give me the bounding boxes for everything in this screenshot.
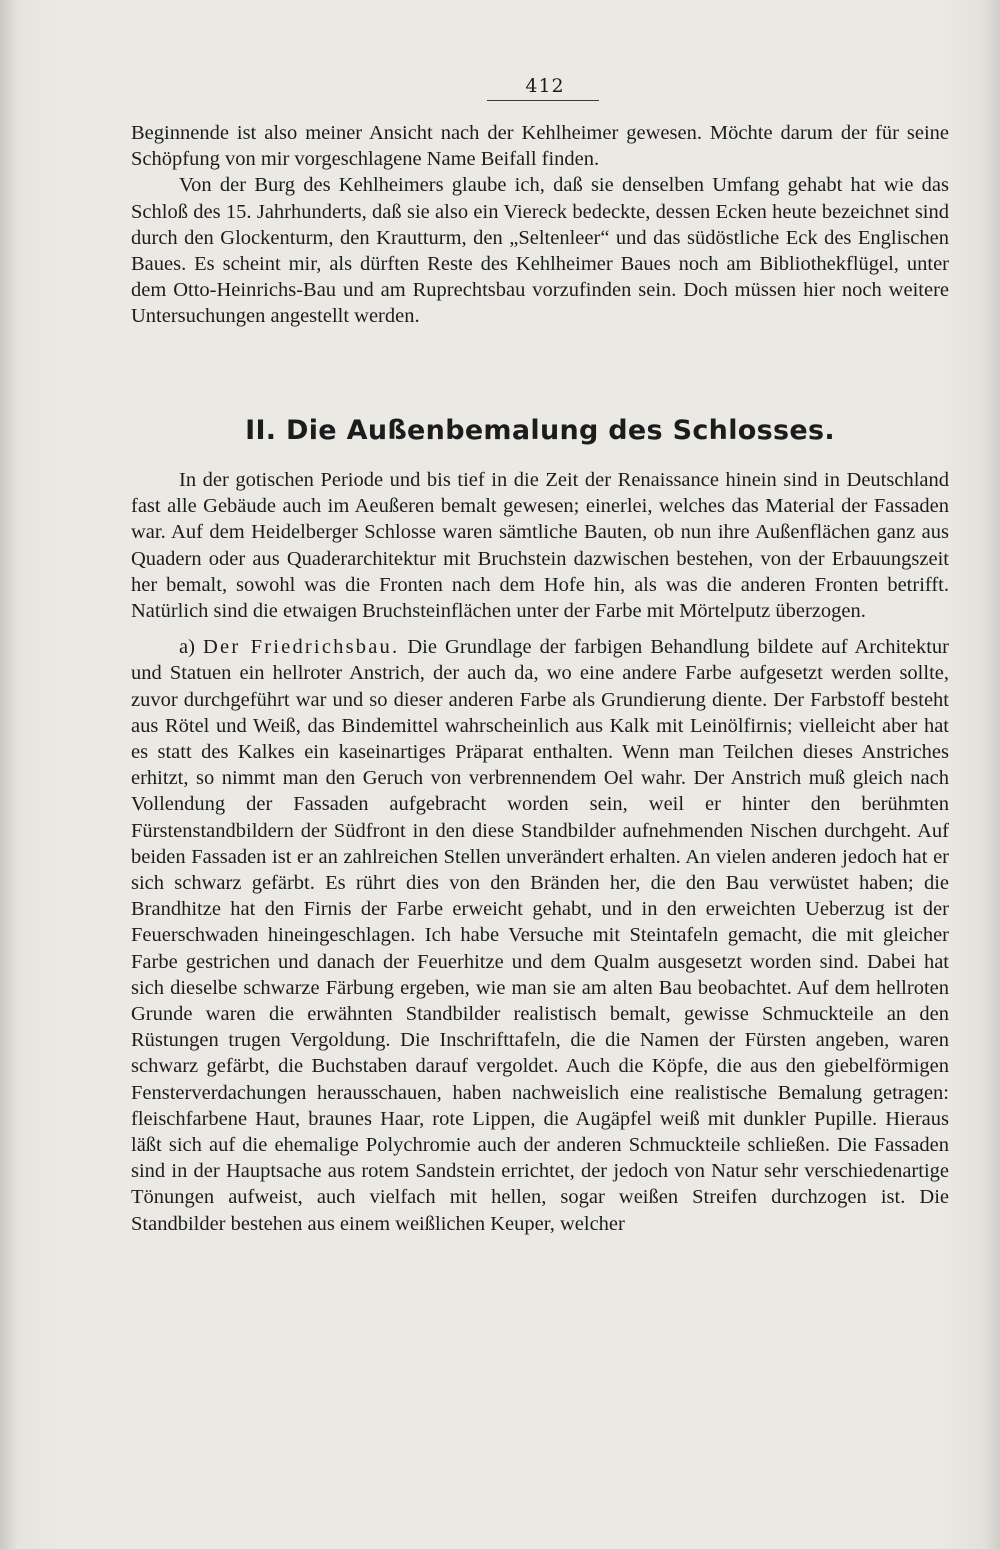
intro-paragraph-2: Von der Burg des Kehlheimers glaube ich, daß sie denselben Umfang gehabt hat wie das Schloß des 15. Jahrhunderts, daß sie also ein Viereck bedeckte, dessen Ecken heute bezeichnet sind durch den Glockenturm, den Krautturm, den „Seltenleer“ und das südöstliche Eck des Englischen Baues. Es scheint mir, als dürften Reste des Kehlheimer Baues noch am Bibliothekflügel, unter dem Otto-Heinrichs-Bau und am Ruprechtsbau vorzufinden sein. Doch müssen hier noch weitere Untersuchungen angestellt werden.	[131, 174, 949, 328]
subsection-label: a)	[179, 636, 204, 659]
page-number: 412	[525, 75, 565, 97]
section-paragraph: In der gotischen Periode und bis tief in die Zeit der Renaissance hinein sind in Deutschland fast alle Gebäude auch im Aeußeren bemalt gewesen; einerlei, welches das Material der Fassaden war. Auf dem Heidelberger Schlosse waren sämtliche Bauten, ob nun ihre Außenflächen ganz aus Quadern oder aus Quaderarchitektur mit Bruchstein dazwischen bestehen, von der Erbauungszeit her bemalt, sowohl was die Fronten nach dem Hofe hin, als was die anderen Fronten betrifft. Natürlich sind die etwaigen Bruchsteinflächen unter der Farbe mit Mörtelputz überzogen.	[131, 469, 949, 623]
intro-paragraph-1: Beginnende ist also meiner Ansicht nach der Kehlheimer gewesen. Möchte darum der für seine Schöpfung von mir vorgeschlagene Name Beifall finden.	[131, 122, 949, 171]
section-heading: II. Die Außenbemalung des Schlosses.	[245, 415, 835, 446]
section-text-block	[131, 467, 949, 1237]
subsection-text: Die Grundlage der farbigen Behandlung bildete auf Architektur und Statuen ein hellroter Anstrich, der auch da, wo eine andere Farbe aufgesetzt werden sollte, zuvor durchgeführt war und so dieser anderen Farbe als Grundierung diente. Der Farbstoff besteht aus Rötel und Weiß, das Bindemittel wahrscheinlich aus Kalk mit Leinölfirnis; vielleicht aber hat es statt des Kalkes ein kaseinartiges Präparat enthalten. Wenn man Teilchen dieses Anstriches erhitzt, so nimmt man den Geruch von verbrennendem Oel wahr. Der Anstrich muß gleich nach Vollendung der Fassaden aufgebracht worden sein, weil er hinter den berühmten Fürstenstandbildern der Südfront in den diese Standbilder aufnehmenden Nischen durchgeht. Auf beiden Fassaden ist er an zahlreichen Stellen unverändert erhalten. An vielen anderen jedoch hat er sich schwarz gefärbt. Es rührt dies von den Bränden her, die den Bau verwüstet haben; die Brandhitze hat den Firnis der Farbe erweicht gehabt, und in den erweichten Ueberzug ist der Feuerschwaden hineingeschlagen. Ich habe Versuche mit Steintafeln gemacht, die mit gleicher Farbe gestrichen und danach der Feuerhitze und dem Qualm ausgesetzt worden sind. Dabei hat sich dieselbe schwarze Färbung ergeben, wie man sie am alten Bau beobachtet. Auf dem hellroten Grunde waren die erwähnten Standbilder realistisch bemalt, gewisse Schmuckteile an den Rüstungen trugen Vergoldung. Die Inschrifttafeln, die die Namen der Fürsten angeben, waren schwarz gefärbt, die Buchstaben darauf vergoldet. Auch die Köpfe, die aus den giebelförmigen Fensterverdachungen herausschauen, haben nachweislich eine realistische Bemalung getragen: fleischfarbene Haut, braunes Haar, rote Lippen, die Augäpfel weiß mit dunkler Pupille. Hieraus läßt sich auf die ehemalige Polychromie auch der anderen Schmuckteile schließen. Die Fassaden sind in der Hauptsache aus rotem Sandstein errichtet, der jedoch von Natur sehr verschiedenartige Tönungen aufweist, auch vielfach mit hellen, sogar weißen Streifen durchzogen ist. Die Standbilder bestehen aus einem weißlichen Keuper, welcher	[131, 636, 949, 1235]
page-number-rule	[487, 100, 599, 101]
subsection-paragraph	[131, 634, 949, 1237]
intro-text-block	[131, 120, 949, 330]
subsection-title: Der Friedrichsbau.	[203, 636, 400, 659]
